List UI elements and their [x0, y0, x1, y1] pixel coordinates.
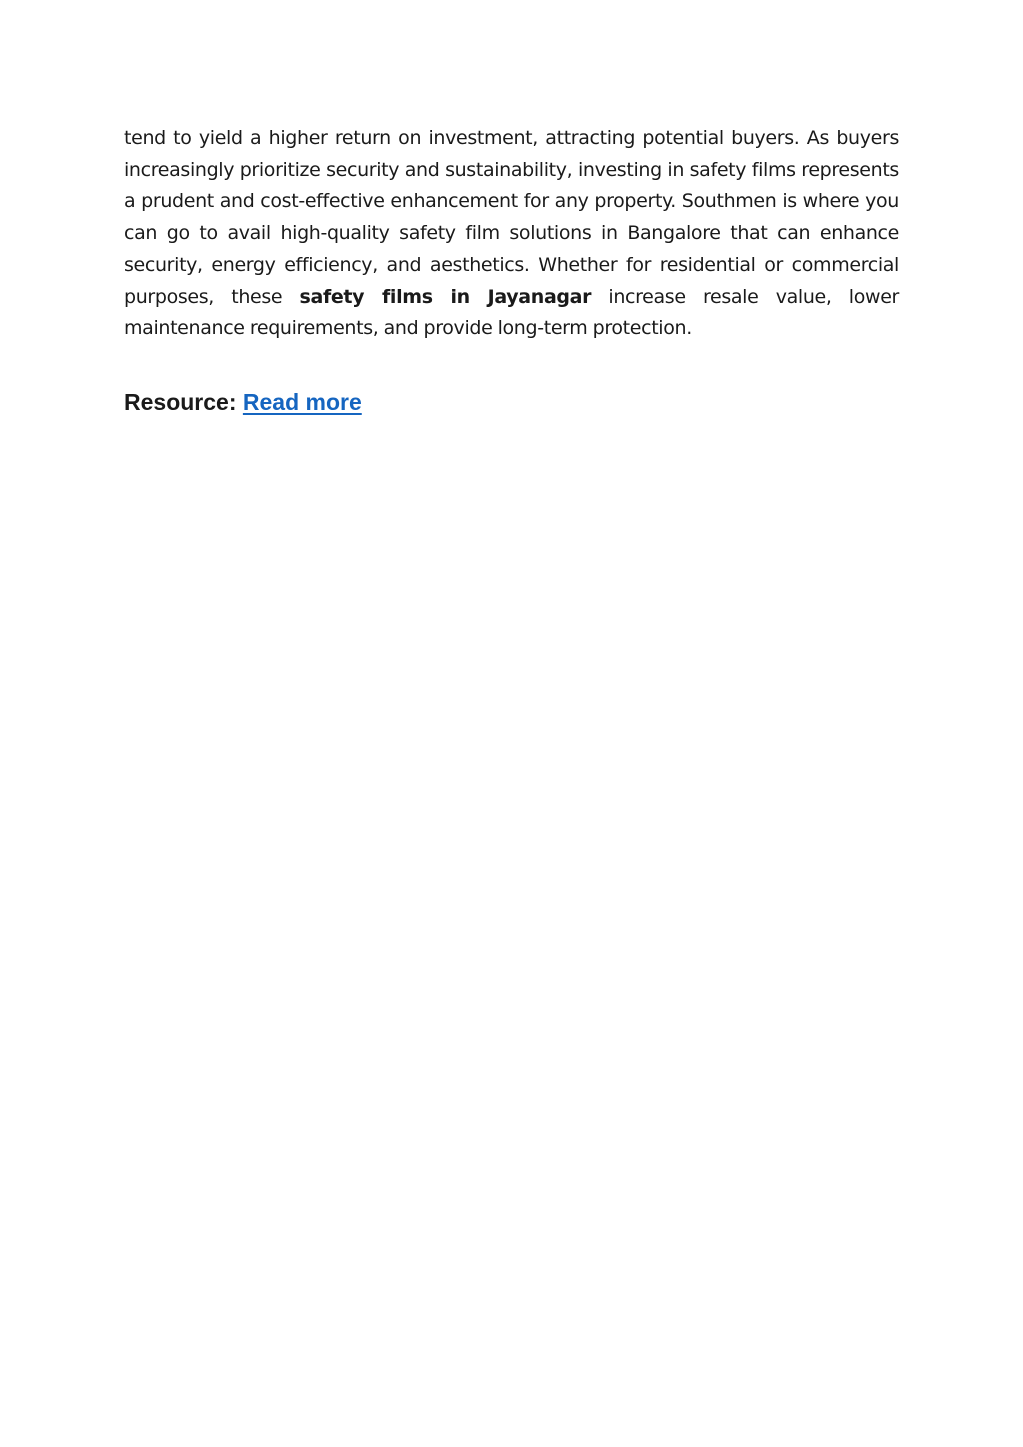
resource-label: Resource:: [124, 389, 237, 415]
body-paragraph: [124, 123, 899, 345]
paragraph-text-end: increase resale value, lower maintenance requirements, and provide long-term protection.: [124, 285, 899, 340]
bold-keyword-phrase: safety films in Jayanagar: [299, 285, 592, 308]
read-more-link[interactable]: Read more: [242, 389, 362, 415]
resource-line: [124, 389, 362, 416]
paragraph-text-start: tend to yield a higher return on investment, attracting potential buyers. As buyers increasingly prioritize security and sustainability, investing in safety films represents a prudent and cost-effective enhancement for any property. Southmen is where you can go to avail high-quality safety film solutions in Bangalore that can enhance security, energy efficiency, and aesthetics. Whether for residential or commercial purposes, these: [124, 127, 899, 308]
